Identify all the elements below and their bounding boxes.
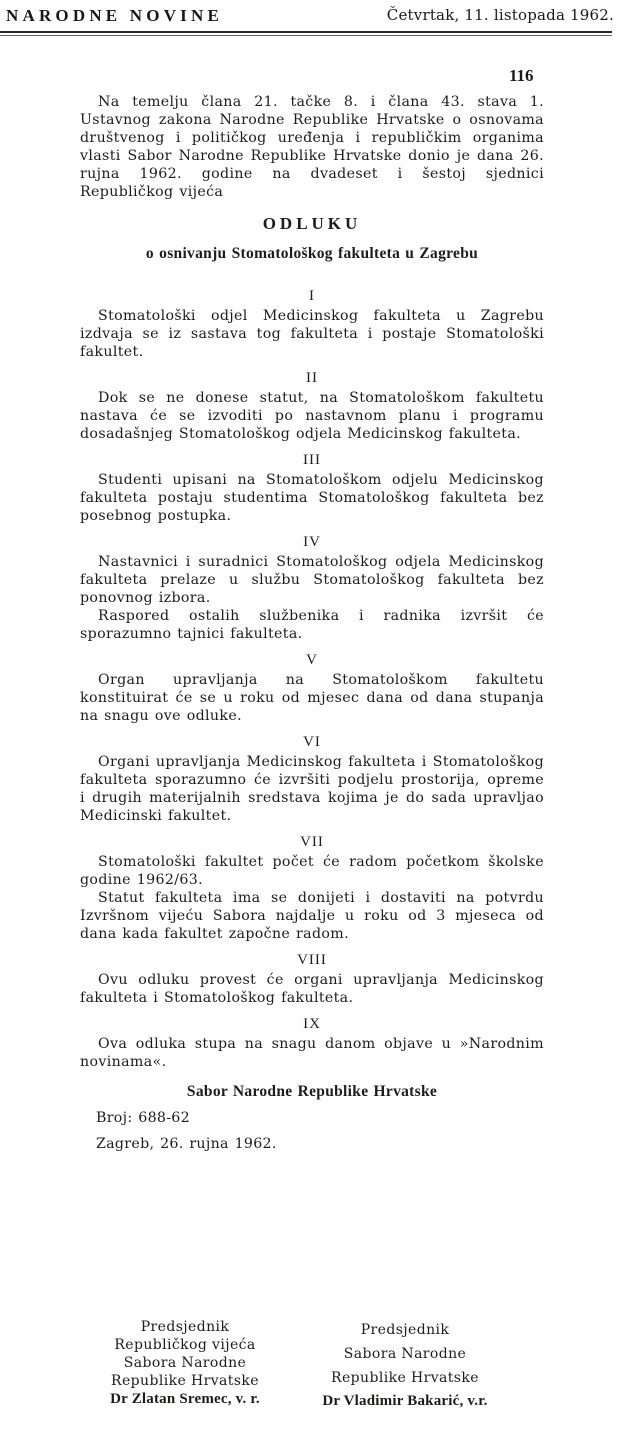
article-number: VI (303, 734, 321, 750)
article-number: V (306, 652, 318, 668)
article-paragraph: Stomatološki odjel Medicinskog fakulteta u Zagrebu izdvaja se iz sastava tog fakulteta i postaje Stomatološki fakultet. (80, 308, 544, 360)
article-8 (80, 951, 544, 1007)
article-number: IX (303, 1016, 321, 1032)
signatory-title-line: Republičkog vijeća (114, 1337, 256, 1353)
decision-title: ODLUKU (262, 214, 362, 233)
article-paragraph: Nastavnici i suradnici Stomatološkog odjela Medicinskog fakulteta prelaze u službu Stomatološkog fakulteta bez ponovnog izbora. (80, 554, 544, 606)
article-paragraph: Organ upravljanja na Stomatološkom fakultetu konstituirat će se u roku od mjesec dana od dana stupanja na snagu ove odluke. (80, 672, 544, 724)
article-number: III (303, 452, 321, 468)
article-number: IV (303, 534, 321, 550)
reference-number: Broj: 688-62 (96, 1110, 190, 1126)
document-number: 116 (509, 66, 534, 85)
article-3 (80, 451, 544, 525)
header-rule-thin (0, 35, 612, 36)
issue-date: Četvrtak, 11. listopada 1962. (386, 6, 614, 24)
article-number: I (309, 288, 315, 304)
signatures (80, 1318, 628, 1428)
article-number: VIII (297, 952, 327, 968)
article-2 (80, 369, 544, 443)
header-rule (0, 31, 612, 33)
article-number: VII (300, 834, 324, 850)
issuing-body: Sabor Narodne Republike Hrvatske (186, 1083, 438, 1100)
article-5 (80, 651, 544, 725)
article-paragraph: Dok se ne donese statut, na Stomatološkom fakultetu nastava će se izvoditi po nastavnom planu i programu dosadašnjeg Stomatološkog odjela Medicinskog fakulteta. (80, 390, 544, 442)
signatory-title-line: Republike Hrvatske (331, 1370, 479, 1386)
article-1 (80, 287, 544, 361)
publication-name: NARODNE NOVINE (6, 6, 224, 25)
signatory-name: Dr Vladimir Bakarić, v.r. (322, 1393, 488, 1409)
signatory-left (80, 1318, 290, 1408)
article-6 (80, 733, 544, 825)
signatory-title-line: Sabora Narodne (343, 1346, 467, 1362)
decision-subtitle: o osnivanju Stomatološkog fakulteta u Zagrebu (145, 245, 479, 262)
article-4 (80, 533, 544, 643)
signatory-name: Dr Zlatan Sremec, v. r. (110, 1391, 260, 1407)
place-and-date: Zagreb, 26. rujna 1962. (96, 1136, 277, 1152)
article-paragraph: Ova odluka stupa na snagu danom objave u »Narodnim novinama«. (80, 1036, 544, 1070)
article-paragraph: Stomatološki fakultet počet će radom početkom školske godine 1962/63. (80, 854, 544, 888)
article-paragraph: Statut fakulteta ima se donijeti i dostaviti na potvrdu Izvršnom vijeću Sabora najdalje u roku od 3 mjeseca od dana kada fakultet započne radom. (80, 890, 544, 942)
masthead (0, 6, 622, 28)
article-7 (80, 833, 544, 943)
signatory-title-line: Republike Hrvatske (111, 1373, 259, 1389)
signatory-title-line: Sabora Narodne (123, 1355, 247, 1371)
article-paragraph: Organi upravljanja Medicinskog fakulteta i Stomatološkog fakulteta sporazumno će izvršiti podjelu prostorija, opreme i drugih materijalnih sredstava kojima je do sada upravljao Medicinski fakultet. (80, 754, 544, 824)
preamble: Na temelju člana 21. tačke 8. i člana 43. stava 1. Ustavnog zakona Narodne Republike Hrvatske o osnovama društvenog i političkog uređenja i republičkim organima vlasti Sabor Narodne Republike Hrvatske donio je dana 26. rujna 1962. godine na dvadeset i šestoj sjednici Republičkog vijeća (80, 94, 544, 200)
article-number: II (306, 370, 318, 386)
signatory-title-line: Predsjednik (140, 1319, 230, 1335)
article-9 (80, 1015, 544, 1071)
article-paragraph: Raspored ostalih službenika i radnika izvršit će sporazumno tajnici fakulteta. (80, 608, 544, 642)
article-paragraph: Ovu odluku provest će organi upravljanja Medicinskog fakulteta i Stomatološkog fakulteta. (80, 972, 544, 1006)
signatory-title-line: Predsjednik (360, 1322, 450, 1338)
article-paragraph: Studenti upisani na Stomatološkom odjelu Medicinskog fakulteta postaju studentima Stomatološkog fakulteta bez posebnog postupka. (80, 472, 544, 524)
signatory-right (305, 1318, 505, 1410)
article-column (80, 93, 544, 1161)
